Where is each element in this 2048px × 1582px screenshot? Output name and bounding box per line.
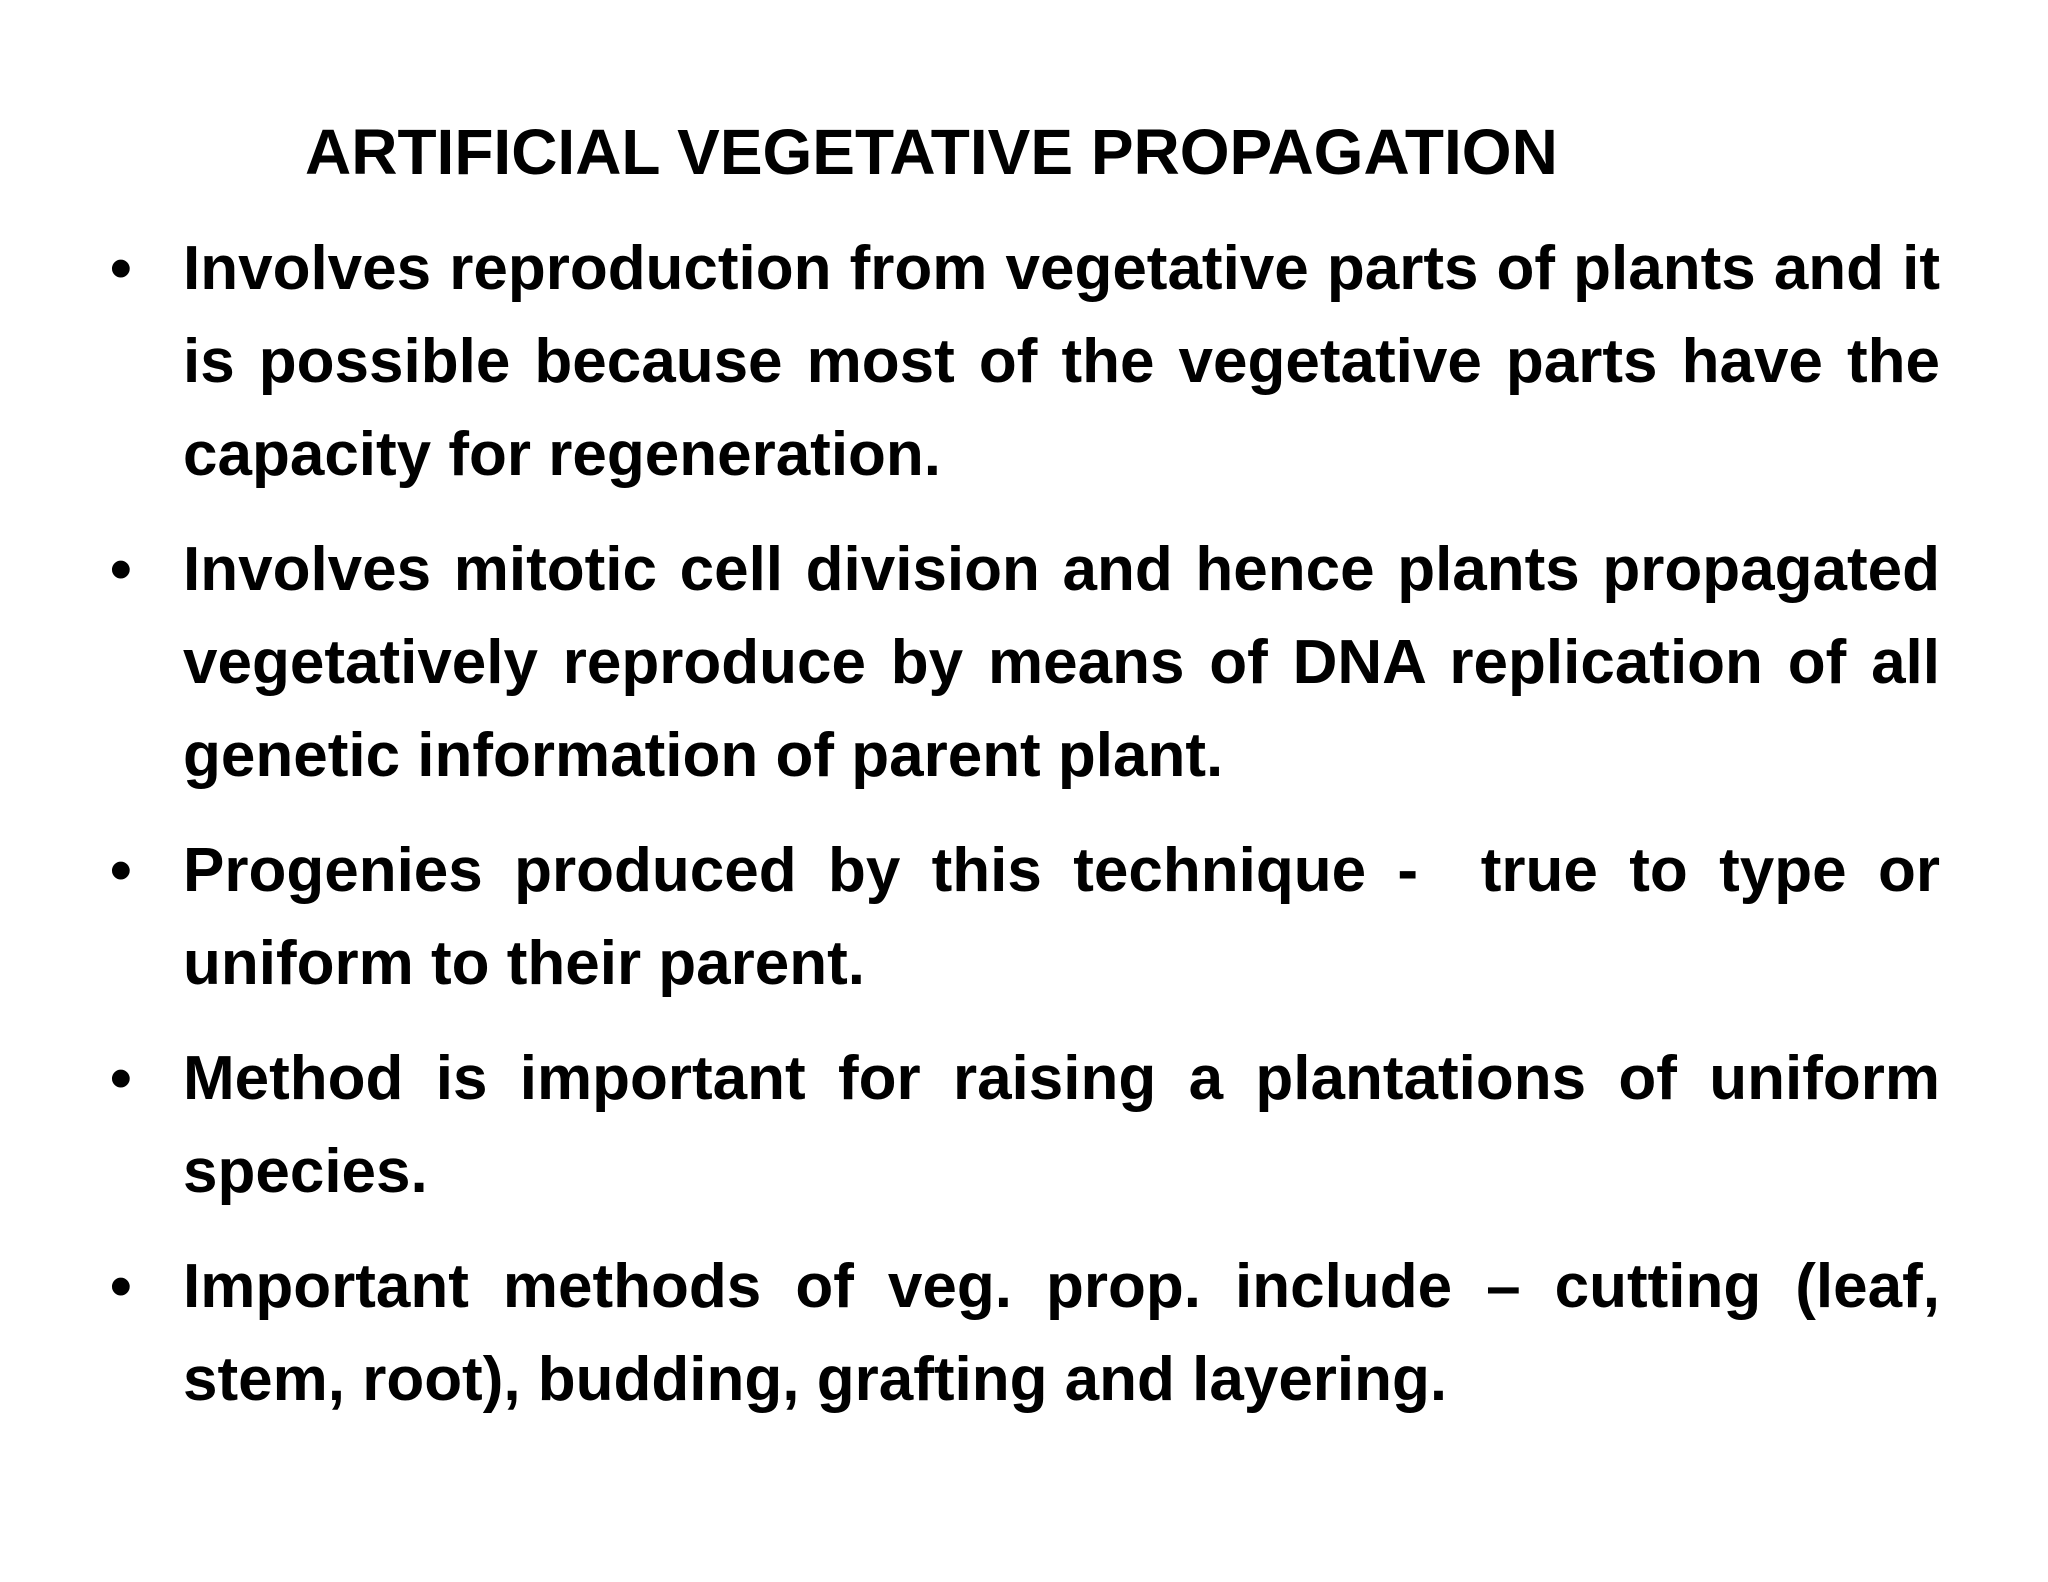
- bullet-text: Important methods of veg. prop. include – cutting (leaf, stem, root), budding, grafting and layering.: [183, 1252, 1940, 1414]
- bullet-text: Progenies produced by this technique - true to type or uniform to their parent.: [183, 836, 1958, 998]
- bullet-marker: •: [110, 1044, 132, 1113]
- slide-title: ARTIFICIAL VEGETATIVE PROPAGATION: [305, 116, 1558, 188]
- bullet-item: [110, 1032, 1940, 1218]
- bullet-marker: •: [110, 1252, 132, 1321]
- bullet-text: Involves mitotic cell division and hence plants propagated vegetatively reproduce by means of DNA replication of all genetic information of parent plant.: [183, 535, 1940, 790]
- bullet-marker: •: [110, 836, 132, 905]
- bullet-item: [110, 523, 1940, 802]
- bullet-text: Involves reproduction from vegetative parts of plants and it is possible because most of the vegetative parts have the capacity for regeneration.: [183, 234, 1940, 489]
- bullet-list: [110, 222, 1958, 1448]
- bullet-item: [110, 222, 1940, 501]
- bullet-marker: •: [110, 535, 132, 604]
- bullet-marker: •: [110, 234, 132, 303]
- bullet-item: [110, 824, 1958, 1010]
- bullet-item: [110, 1240, 1940, 1426]
- bullet-text: Method is important for raising a plantations of uniform species.: [183, 1044, 1940, 1206]
